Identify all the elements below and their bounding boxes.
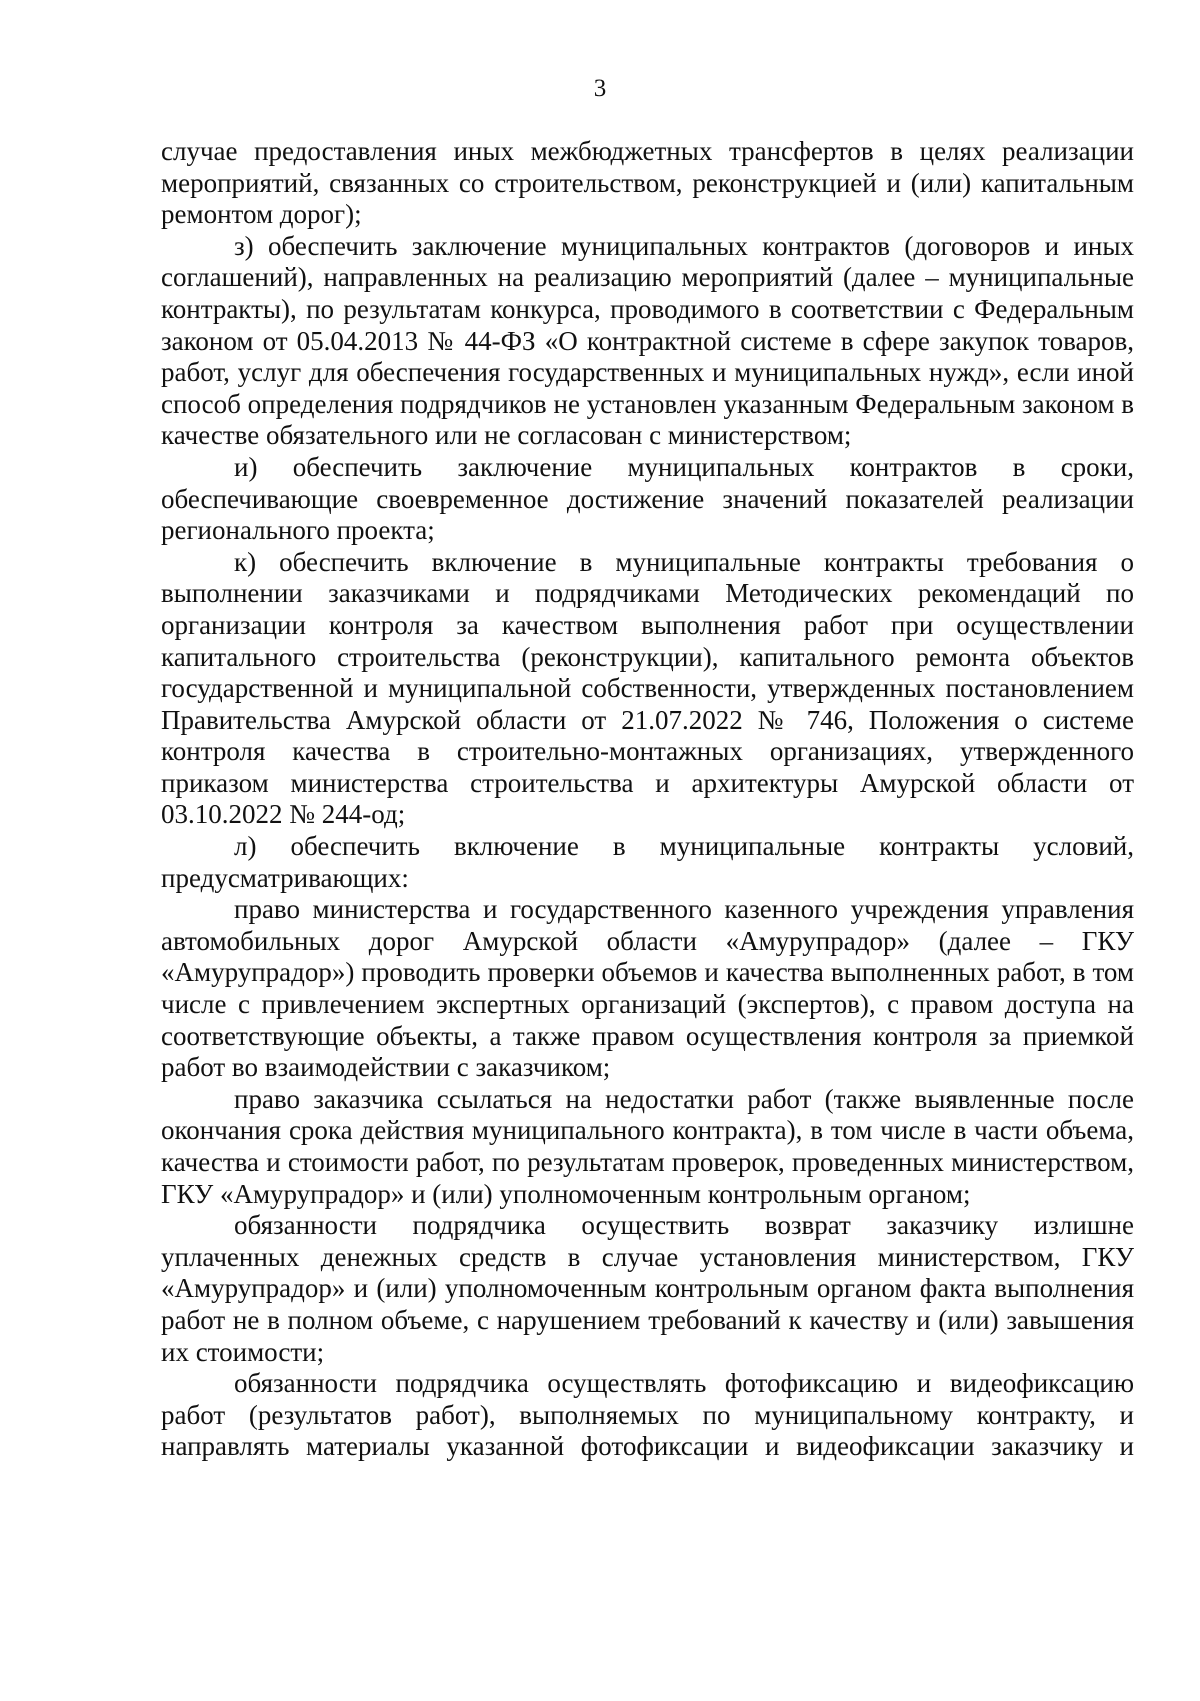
paragraph-item-l: л) обеспечить включение в муниципальные контракты условий, предусматривающих: [161,831,1134,893]
paragraph-contractor-photo-duty: обязанности подрядчика осуществлять фотофиксацию и видеофиксацию работ (результатов работ), выполняемых по муниципальному контракту, и направлять материалы указанной фотофиксации и видеофиксации заказчику и [161,1368,1134,1462]
paragraph-item-i: и) обеспечить заключение муниципальных контрактов в сроки, обеспечивающие своевременное достижение значений показателей реализации регионального проекта; [161,451,1134,546]
paragraph-right-of-ministry: право министерства и государственного казенного учреждения управления автомобильных дорог Амурской области «Амурупрадор» (далее – ГКУ «Амурупрадор») проводить проверки объемов и качества выполненных работ, в том числе с привлечением экспертных организаций (экспертов), с правом доступа на соответствующие объекты, а также правом осуществления контроля за приемкой работ во взаимодействии с заказчиком; [161,894,1134,1083]
paragraph-item-z: з) обеспечить заключение муниципальных контрактов (договоров и иных соглашений), направленных на реализацию мероприятий (далее – муниципальные контракты), по результатам конкурса, проводимого в соответствии с Федеральным законом от 05.04.2013 № 44-ФЗ «О контрактной системе в сфере закупок товаров, работ, услуг для обеспечения государственных и муниципальных нужд», если иной способ определения подрядчиков не установлен указанным Федеральным законом в качестве обязательного или не согласован с министерством; [161,230,1134,451]
document-body [161,136,1134,1463]
paragraph-right-of-customer: право заказчика ссылаться на недостатки работ (также выявленные после окончания срока действия муниципального контракта), в том числе в части объема, качества и стоимости работ, по результатам проверок, проведенных министерством, ГКУ «Амурупрадор» и (или) уполномоченным контрольным органом; [161,1083,1134,1209]
paragraph-item-k: к) обеспечить включение в муниципальные контракты требования о выполнении заказчиками и подрядчиками Методических рекомендаций по организации контроля за качеством выполнения работ при осуществлении капитального строительства (реконструкции), капитального ремонта объектов государственной и муниципальной собственности, утвержденных постановлением Правительства Амурской области от 21.07.2022 № 746, Положения о системе контроля качества в строительно-монтажных организациях, утвержденного приказом министерства строительства и архитектуры Амурской области от 03.10.2022 № 244-од; [161,546,1134,830]
page-number: 3 [593,75,607,102]
paragraph-continuation: случае предоставления иных межбюджетных трансфертов в целях реализации мероприятий, связанных со строительством, реконструкцией и (или) капитальным ремонтом дорог); [161,136,1134,230]
paragraph-contractor-refund-duty: обязанности подрядчика осуществить возврат заказчику излишне уплаченных денежных средств в случае установления министерством, ГКУ «Амурупрадор» и (или) уполномоченным контрольным органом факта выполнения работ не в полном объеме, с нарушением требований к качеству и (или) завышения их стоимости; [161,1210,1134,1367]
